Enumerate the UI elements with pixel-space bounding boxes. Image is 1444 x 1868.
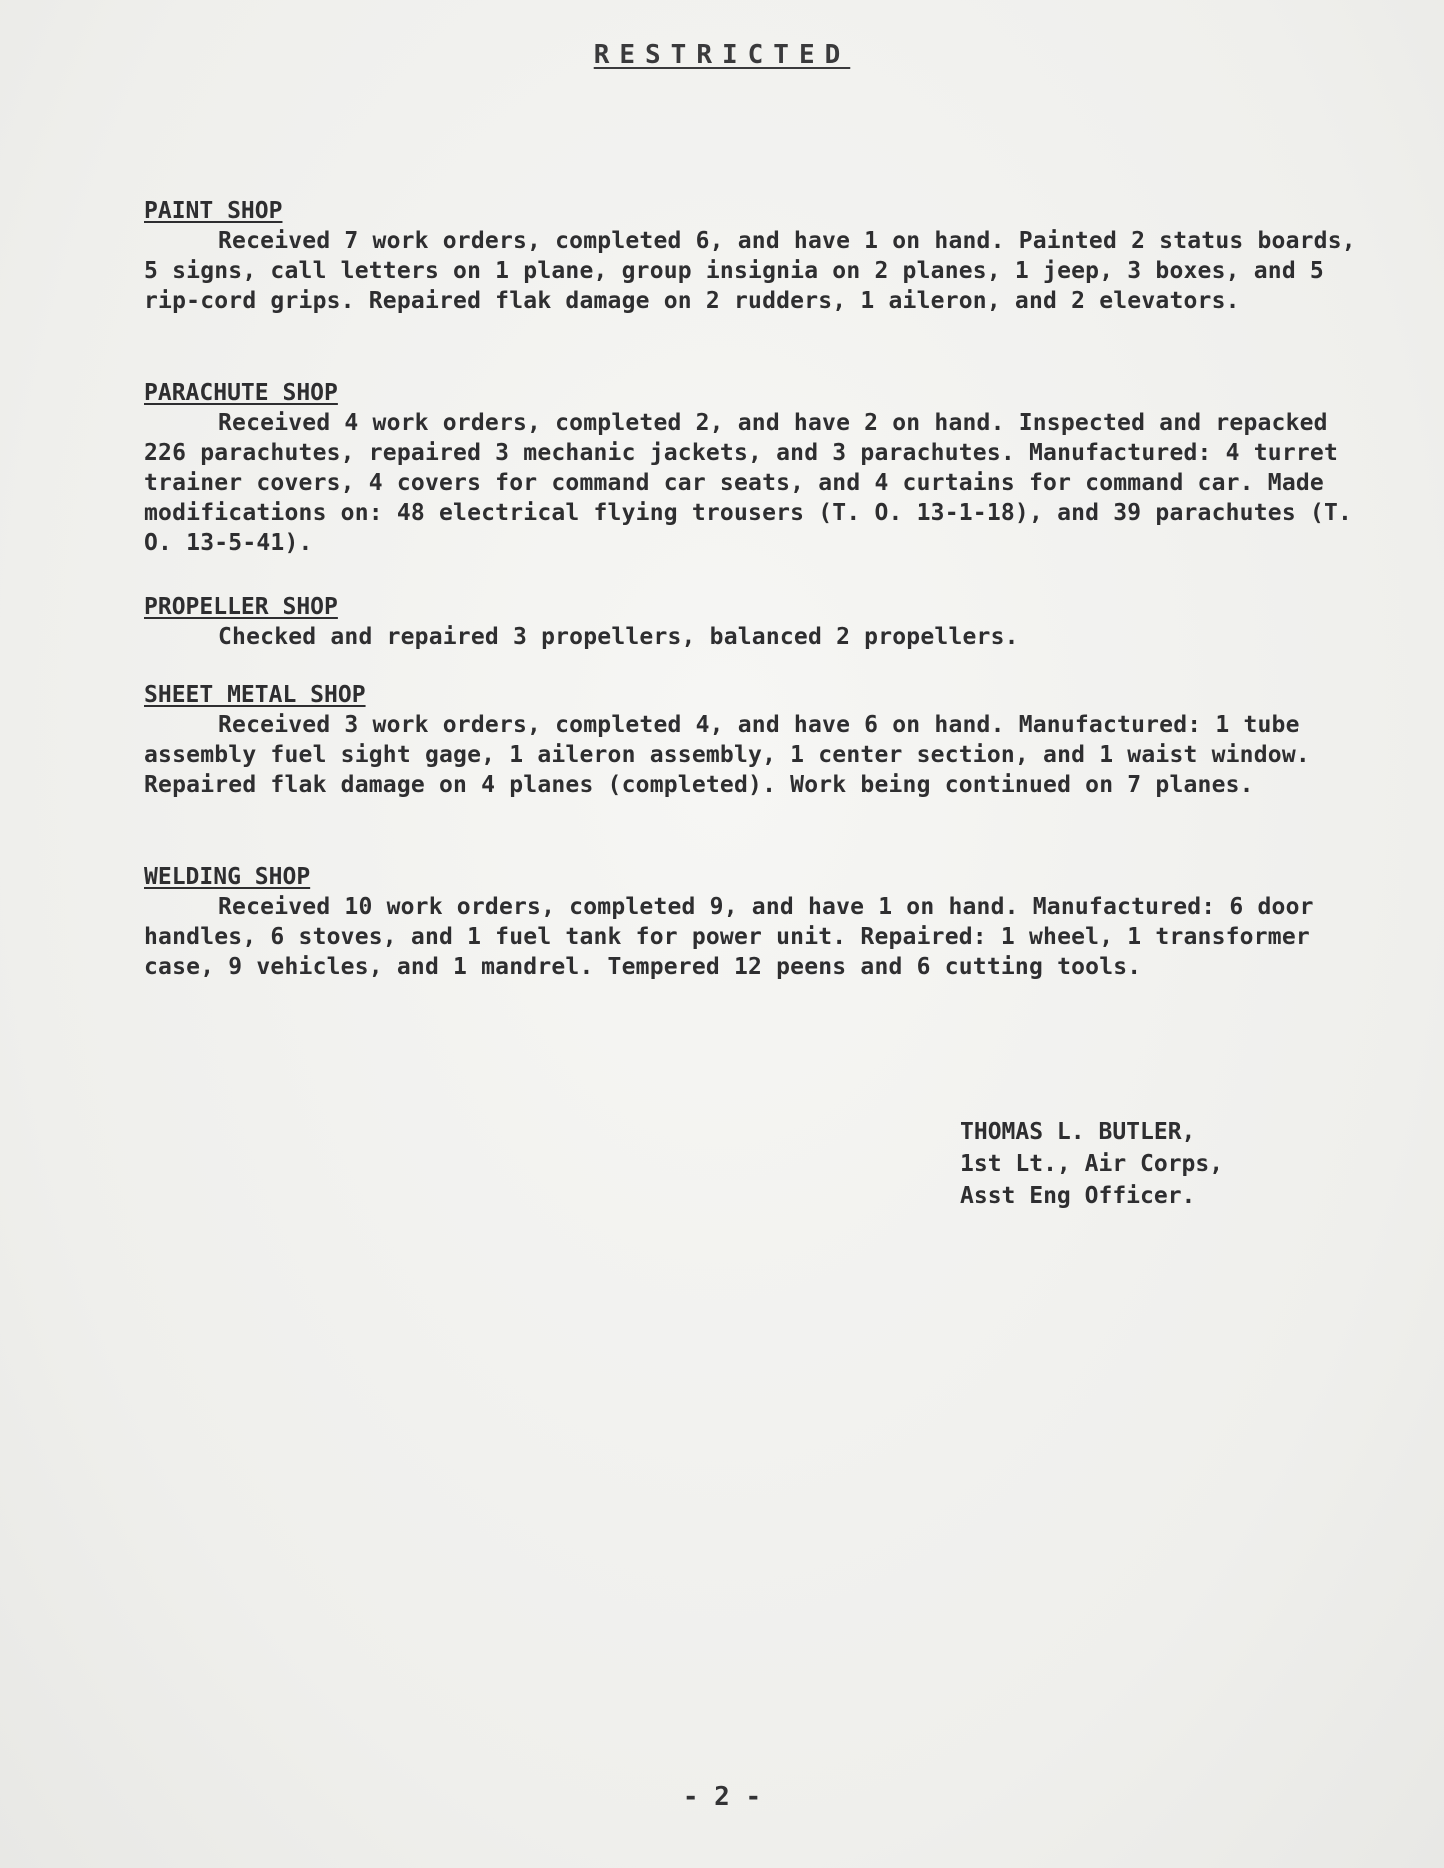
- section-body: Received 10 work orders, completed 9, and have 1 on hand. Manufactured: 6 door handles, 6 stoves, and 1 fuel tank for power unit. Repaired: 1 wheel, 1 transformer case, 9 vehicles, and 1 mandrel. Tempered 12 peens and 6 cutting tools.: [144, 894, 1314, 980]
- section-propeller-shop: [144, 592, 1364, 652]
- section-welding-shop: [144, 862, 1364, 982]
- section-body: Received 4 work orders, completed 2, and have 2 on hand. Inspected and repacked 226 parachutes, repaired 3 mechanic jackets, and 3 parachutes. Manufactured: 4 turret trainer covers, 4 covers for command car seats, and 4 curtains for command car. Made modifications on: 48 electrical flying trousers (T. O. 13-1-18), and 39 parachutes (T. O. 13-5-41).: [144, 410, 1353, 556]
- section-title: PROPELLER SHOP: [144, 594, 338, 620]
- section-title: PARACHUTE SHOP: [144, 380, 338, 406]
- page-number: - 2 -: [682, 1782, 762, 1812]
- signature-block: [960, 1116, 1320, 1212]
- section-paint-shop: [144, 196, 1364, 316]
- section-body: Received 3 work orders, completed 4, and have 6 on hand. Manufactured: 1 tube assembly fuel sight gage, 1 aileron assembly, 1 center section, and 1 waist window. Repaired flak damage on 4 planes (completed). Work being continued on 7 planes.: [144, 712, 1310, 798]
- section-title: WELDING SHOP: [144, 864, 311, 890]
- signature-rank: 1st Lt., Air Corps,: [960, 1151, 1224, 1177]
- section-title: PAINT SHOP: [144, 198, 283, 224]
- signature-title: Asst Eng Officer.: [960, 1183, 1196, 1209]
- signature-name: THOMAS L. BUTLER,: [960, 1119, 1196, 1145]
- section-sheet-metal-shop: [144, 680, 1364, 800]
- section-body: Received 7 work orders, completed 6, and have 1 on hand. Painted 2 status boards, 5 signs, call letters on 1 plane, group insignia on 2 planes, 1 jeep, 3 boxes, and 5 rip-cord grips. Repaired flak damage on 2 rudders, 1 aileron, and 2 elevators.: [144, 228, 1356, 314]
- section-body: Checked and repaired 3 propellers, balanced 2 propellers.: [218, 624, 1019, 650]
- section-parachute-shop: [144, 378, 1364, 558]
- classification-header: RESTRICTED: [593, 40, 851, 70]
- section-title: SHEET METAL SHOP: [144, 682, 366, 708]
